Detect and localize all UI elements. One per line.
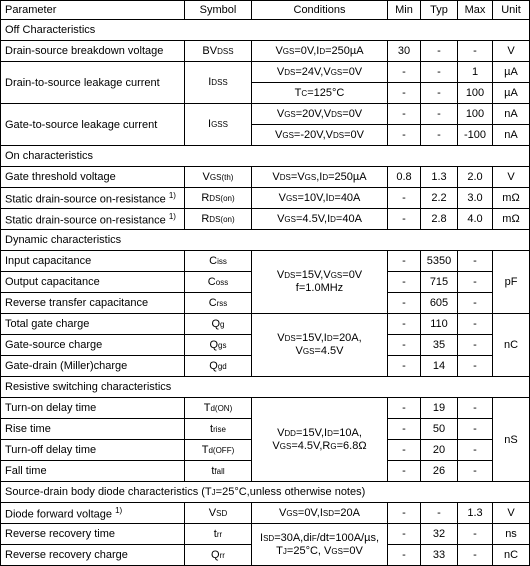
max-value: 100 — [458, 104, 493, 125]
param-name: Gate-drain (Miller)charge — [1, 356, 185, 377]
table-row — [1, 104, 530, 125]
max-value: - — [458, 314, 493, 335]
max-value: - — [458, 41, 493, 62]
param-name: Static drain-source on-resistance $^{1)}$ — [1, 188, 185, 209]
unit: V — [493, 167, 530, 188]
typ-value: 110 — [421, 314, 458, 335]
unit: nA — [493, 125, 530, 146]
max-value: - — [458, 272, 493, 293]
typ-value: - — [421, 62, 458, 83]
param-name: Reverse transfer capacitance — [1, 293, 185, 314]
min-value: - — [388, 419, 421, 440]
typ-value: - — [421, 503, 458, 524]
param-name: Diode forward voltage $^{1)}$ — [1, 503, 185, 524]
min-value: - — [388, 356, 421, 377]
min-value: - — [388, 209, 421, 230]
symbol: Td(ON) — [185, 398, 252, 419]
symbol: trise — [185, 419, 252, 440]
table-row — [1, 41, 530, 62]
conditions: TC=125°C — [252, 83, 388, 104]
unit: nA — [493, 104, 530, 125]
min-value: - — [388, 83, 421, 104]
unit: µA — [493, 62, 530, 83]
conditions: VDS=24V,VGS=0V — [252, 62, 388, 83]
param-name: Static drain-source on-resistance $^{1)}$ — [1, 209, 185, 230]
min-value: - — [388, 188, 421, 209]
symbol: Ciss — [185, 251, 252, 272]
min-value: 0.8 — [388, 167, 421, 188]
table-row — [1, 503, 530, 524]
typ-value: 33 — [421, 545, 458, 566]
unit: nC — [493, 314, 530, 377]
conditions: VGS=0V,ISD=20A — [252, 503, 388, 524]
max-value: - — [458, 398, 493, 419]
min-value: - — [388, 461, 421, 482]
table-row — [1, 209, 530, 230]
min-value: - — [388, 314, 421, 335]
footnote-mark: 1) — [168, 212, 176, 222]
param-name: Gate-source charge — [1, 335, 185, 356]
unit: ns — [493, 524, 530, 545]
max-value: 1.3 — [458, 503, 493, 524]
typ-value: 2.2 — [421, 188, 458, 209]
max-value: - — [458, 440, 493, 461]
min-value: - — [388, 272, 421, 293]
typ-value: 20 — [421, 440, 458, 461]
conditions: VGS=-20V,VDS=0V — [252, 125, 388, 146]
header-unit: Unit — [493, 1, 530, 20]
typ-value: - — [421, 41, 458, 62]
max-value: - — [458, 461, 493, 482]
footnote-mark: 1) — [115, 506, 123, 516]
param-name: Reverse recovery charge — [1, 545, 185, 566]
symbol: Qgs — [185, 335, 252, 356]
symbol: trr — [185, 524, 252, 545]
param-name: Output capacitance — [1, 272, 185, 293]
section-row — [1, 146, 530, 167]
max-value: - — [458, 524, 493, 545]
min-value: - — [388, 251, 421, 272]
typ-value: - — [421, 83, 458, 104]
max-value: - — [458, 335, 493, 356]
min-value: - — [388, 335, 421, 356]
section-row — [1, 482, 530, 503]
table-row — [1, 251, 530, 272]
unit: nC — [493, 545, 530, 566]
conditions: VGS=4.5V,ID=40A — [252, 209, 388, 230]
max-value: - — [458, 293, 493, 314]
section-switching: Resistive switching characteristics — [1, 377, 530, 398]
symbol: Qgd — [185, 356, 252, 377]
typ-value: - — [421, 104, 458, 125]
param-name: Gate threshold voltage — [1, 167, 185, 188]
symbol: RDS(on) — [185, 188, 252, 209]
section-on: On characteristics — [1, 146, 530, 167]
max-value: 1 — [458, 62, 493, 83]
conditions: VDS=15V,VGS=0V f=1.0MHz — [252, 251, 388, 314]
max-value: 4.0 — [458, 209, 493, 230]
typ-value: 14 — [421, 356, 458, 377]
symbol: BVDSS — [185, 41, 252, 62]
typ-value: - — [421, 125, 458, 146]
conditions: VGS=0V,ID=250µA — [252, 41, 388, 62]
param-name: Rise time — [1, 419, 185, 440]
max-value: - — [458, 419, 493, 440]
param-name: Input capacitance — [1, 251, 185, 272]
typ-value: 2.8 — [421, 209, 458, 230]
typ-value: 32 — [421, 524, 458, 545]
section-diode: Source-drain body diode characteristics (TJ=25°C,unless otherwise notes) — [1, 482, 530, 503]
typ-value: 5350 — [421, 251, 458, 272]
conditions: ISD=30A,diF/dt=100A/µs, TJ=25°C, VGS=0V — [252, 524, 388, 566]
header-row — [1, 1, 530, 20]
typ-value: 19 — [421, 398, 458, 419]
symbol: Coss — [185, 272, 252, 293]
table-row — [1, 398, 530, 419]
unit: mΩ — [493, 188, 530, 209]
header-typ: Typ — [421, 1, 458, 20]
unit: µA — [493, 83, 530, 104]
typ-value: 35 — [421, 335, 458, 356]
param-name: Total gate charge — [1, 314, 185, 335]
conditions: VDS=15V,ID=20A, VGS=4.5V — [252, 314, 388, 377]
conditions: VGS=10V,ID=40A — [252, 188, 388, 209]
max-value: - — [458, 356, 493, 377]
header-parameter: Parameter — [1, 1, 185, 20]
unit: V — [493, 41, 530, 62]
min-value: - — [388, 104, 421, 125]
table-row — [1, 62, 530, 83]
section-row — [1, 20, 530, 41]
table-row — [1, 188, 530, 209]
typ-value: 605 — [421, 293, 458, 314]
symbol: RDS(on) — [185, 209, 252, 230]
symbol: tfall — [185, 461, 252, 482]
conditions: VDD=15V,ID=10A, VGS=4.5V,RG=6.8Ω — [252, 398, 388, 482]
table-row — [1, 167, 530, 188]
symbol: Td(OFF) — [185, 440, 252, 461]
header-min: Min — [388, 1, 421, 20]
header-symbol: Symbol — [185, 1, 252, 20]
min-value: - — [388, 545, 421, 566]
max-value: - — [458, 251, 493, 272]
min-value: 30 — [388, 41, 421, 62]
symbol: Crss — [185, 293, 252, 314]
typ-value: 1.3 — [421, 167, 458, 188]
param-name: Turn-off delay time — [1, 440, 185, 461]
param-name: Turn-on delay time — [1, 398, 185, 419]
unit: pF — [493, 251, 530, 314]
symbol: IGSS — [185, 104, 252, 146]
param-name: Gate-to-source leakage current — [1, 104, 185, 146]
max-value: - — [458, 545, 493, 566]
param-name: Reverse recovery time — [1, 524, 185, 545]
symbol: Qg — [185, 314, 252, 335]
symbol: IDSS — [185, 62, 252, 104]
max-value: -100 — [458, 125, 493, 146]
section-off: Off Characteristics — [1, 20, 530, 41]
min-value: - — [388, 125, 421, 146]
min-value: - — [388, 398, 421, 419]
max-value: 3.0 — [458, 188, 493, 209]
section-row — [1, 230, 530, 251]
section-dynamic: Dynamic characteristics — [1, 230, 530, 251]
min-value: - — [388, 440, 421, 461]
min-value: - — [388, 293, 421, 314]
param-name: Drain-source breakdown voltage — [1, 41, 185, 62]
symbol: Qrr — [185, 545, 252, 566]
conditions: VGS=20V,VDS=0V — [252, 104, 388, 125]
section-row — [1, 377, 530, 398]
conditions: VDS=VGS,ID=250µA — [252, 167, 388, 188]
max-value: 100 — [458, 83, 493, 104]
unit: mΩ — [493, 209, 530, 230]
table-row — [1, 314, 530, 335]
symbol: VSD — [185, 503, 252, 524]
table-row — [1, 524, 530, 545]
min-value: - — [388, 62, 421, 83]
max-value: 2.0 — [458, 167, 493, 188]
header-max: Max — [458, 1, 493, 20]
unit: nS — [493, 398, 530, 482]
min-value: - — [388, 524, 421, 545]
param-name: Drain-to-source leakage current — [1, 62, 185, 104]
min-value: - — [388, 503, 421, 524]
typ-value: 715 — [421, 272, 458, 293]
symbol: VGS(th) — [185, 167, 252, 188]
typ-value: 26 — [421, 461, 458, 482]
unit: V — [493, 503, 530, 524]
param-name: Fall time — [1, 461, 185, 482]
footnote-mark: 1) — [168, 191, 176, 201]
typ-value: 50 — [421, 419, 458, 440]
header-conditions: Conditions — [252, 1, 388, 20]
